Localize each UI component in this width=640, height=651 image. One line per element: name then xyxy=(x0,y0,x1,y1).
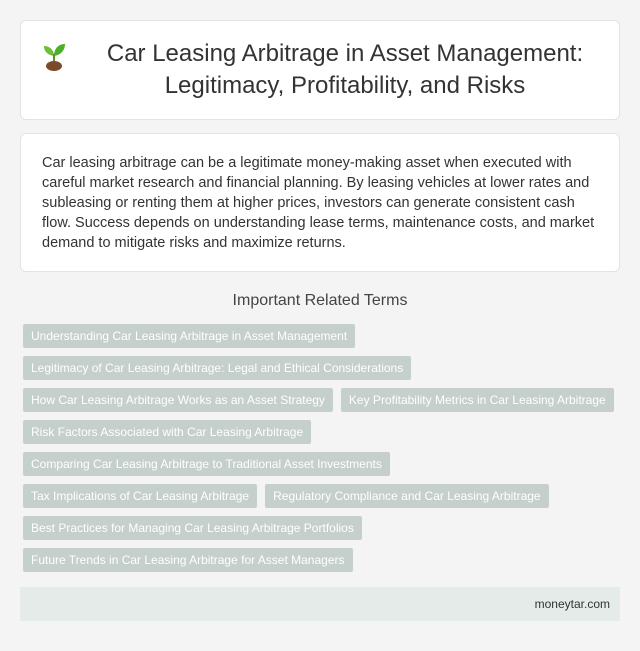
related-term-tag[interactable]: Tax Implications of Car Leasing Arbitrage xyxy=(23,484,257,508)
related-term-tag[interactable]: How Car Leasing Arbitrage Works as an Asset Strategy xyxy=(23,388,333,412)
summary-text: Car leasing arbitrage can be a legitimate money-making asset when executed with careful market research and financial planning. By leasing vehicles at lower rates and subleasing or renting them at higher prices, investors can generate consistent cash flow. Success depends on understanding lease terms, maintenance costs, and market demand to mitigate risks and maximize returns. xyxy=(42,155,595,251)
related-term-tag[interactable]: Comparing Car Leasing Arbitrage to Traditional Asset Investments xyxy=(23,452,390,476)
summary-card xyxy=(20,133,620,272)
related-term-tag[interactable]: Best Practices for Managing Car Leasing Arbitrage Portfolios xyxy=(23,516,362,540)
footer xyxy=(20,587,620,621)
page-title: Car Leasing Arbitrage in Asset Management: Legitimacy, Profitability, and Risks xyxy=(106,40,584,99)
related-term-tag[interactable]: Key Profitability Metrics in Car Leasing Arbitrage xyxy=(341,388,614,412)
related-term-tag[interactable]: Future Trends in Car Leasing Arbitrage for Asset Managers xyxy=(23,548,353,572)
related-terms-heading: Important Related Terms xyxy=(232,292,408,309)
title-card xyxy=(20,20,620,120)
related-terms-list xyxy=(23,324,623,580)
related-term-tag[interactable]: Regulatory Compliance and Car Leasing Arbitrage xyxy=(265,484,549,508)
related-term-tag[interactable]: Risk Factors Associated with Car Leasing Arbitrage xyxy=(23,420,311,444)
seedling-icon xyxy=(41,40,67,72)
footer-site-link[interactable]: moneytar.com xyxy=(534,597,610,611)
related-term-tag[interactable]: Understanding Car Leasing Arbitrage in Asset Management xyxy=(23,324,355,348)
related-term-tag[interactable]: Legitimacy of Car Leasing Arbitrage: Legal and Ethical Considerations xyxy=(23,356,411,380)
